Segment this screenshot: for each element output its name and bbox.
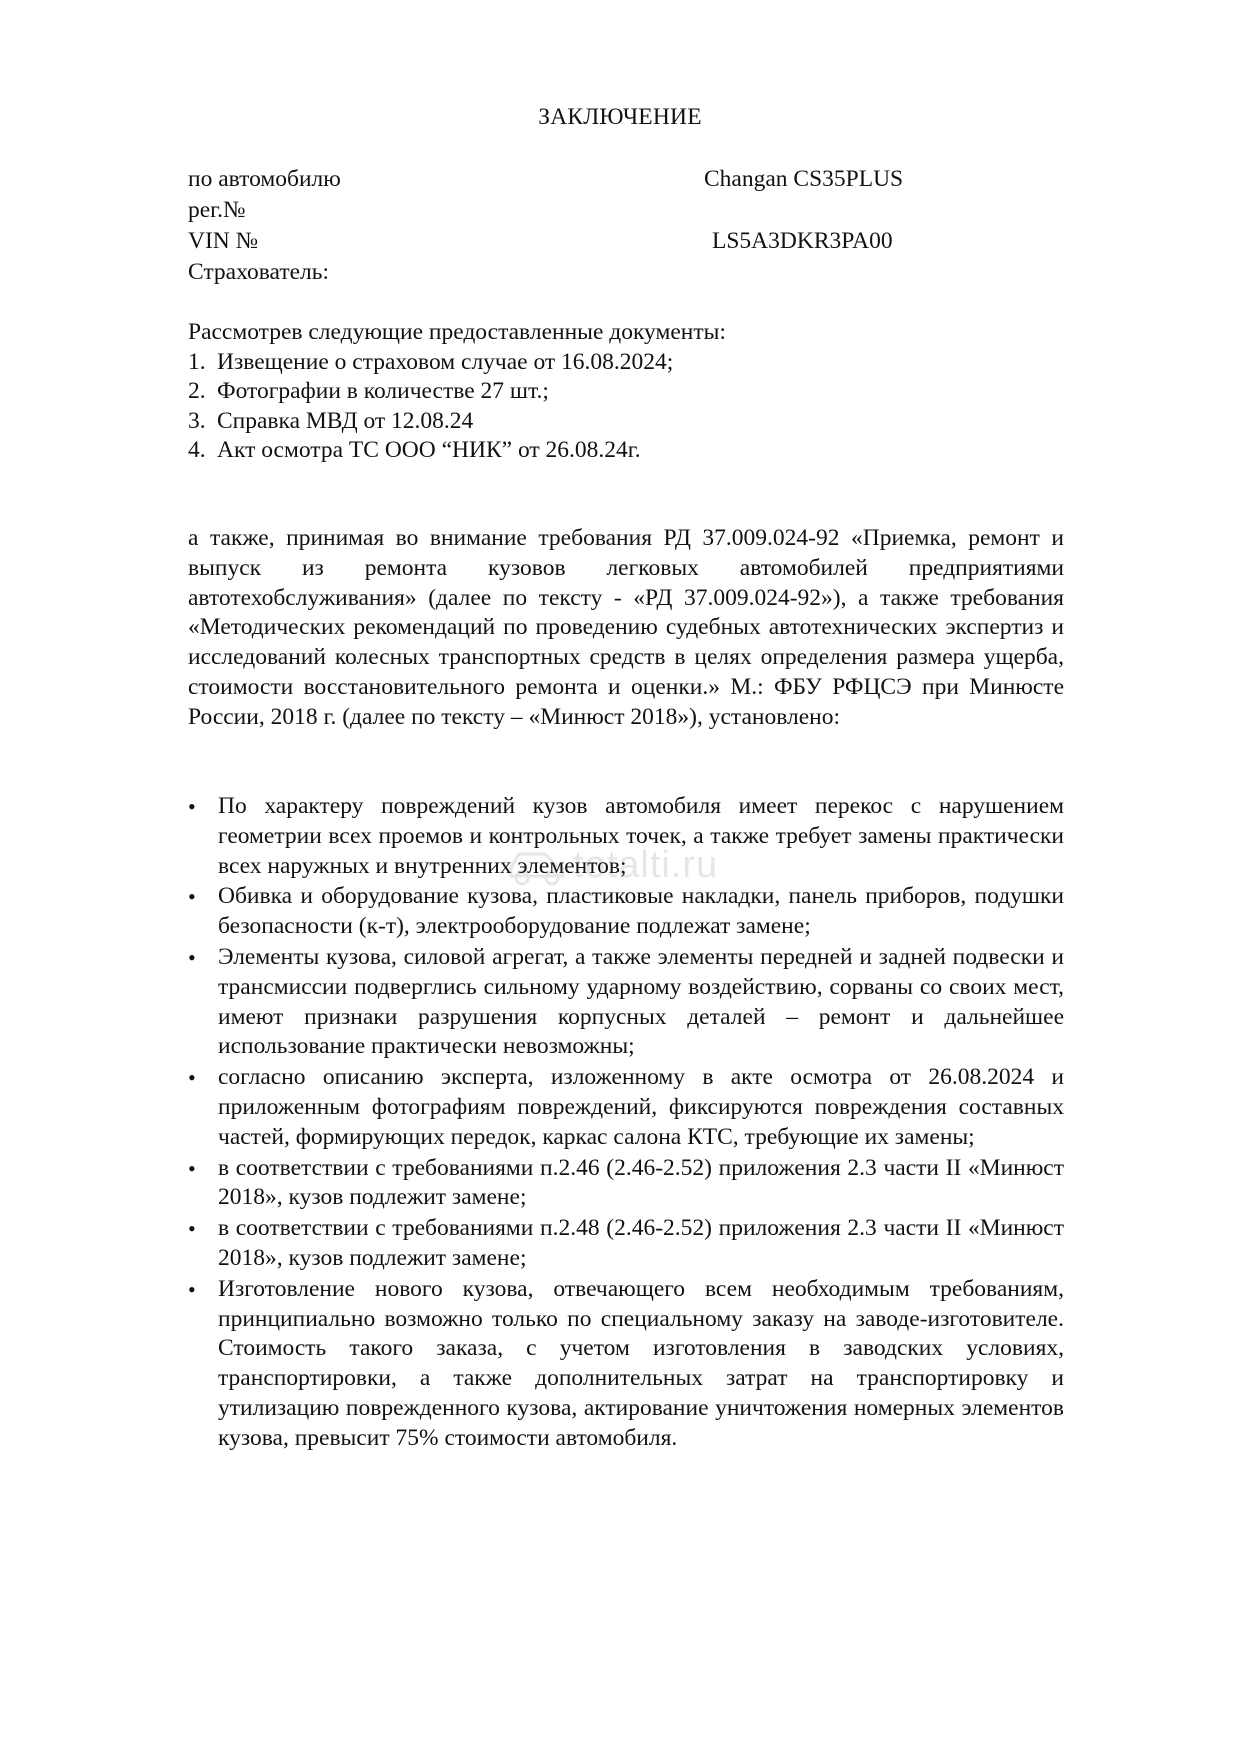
document-item [188, 377, 1068, 407]
bullet-icon: • [188, 944, 196, 970]
document-item [188, 436, 1068, 466]
finding-item [188, 1214, 1064, 1274]
finding-text: согласно описанию эксперта, изложенному в акте осмотра от 26.08.2024 и приложенным фотографиям повреждений, фиксируются повреждения составных частей, формирующих передок, каркас салона КТС, требующие их замены; [218, 1064, 1064, 1150]
finding-text: Изготовление нового кузова, отвечающего всем необходимым требованиям, принципиально возможно только по специальному заказу на заводе-изготовителе. Стоимость такого заказа, с учетом изготовления в заводских условиях, транспортировки, а также дополнительных затрат на транспортировку и утилизацию поврежденного кузова, актирование уничтожения номерных элементов кузова, превысит 75% стоимости автомобиля. [218, 1275, 1064, 1451]
finding-text: Обивка и оборудование кузова, пластиковые накладки, панель приборов, подушки безопасности (к-т), электрооборудование подлежат замене; [218, 883, 1064, 940]
finding-item [188, 1063, 1064, 1152]
main-paragraph: а также, принимая во внимание требования РД 37.009.024-92 «Приемка, ремонт и выпуск из ремонта кузовов легковых автомобилей предприятиями автотехобслуживания» (далее по тексту - «РД 37.009.024-92»), а также требования «Методических рекомендаций по проведению судебных автотехнических экспертиз и исследований колесных транспортных средств в целях определения размера ущерба, стоимости восстановительного ремонта и оценки.» М.: ФБУ РФЦСЭ при Минюсте России, 2018 г. (далее по тексту – «Минюст 2018»), установлено: [188, 525, 1064, 730]
documents-section [188, 318, 1068, 466]
document-text: Фотографии в количестве 27 шт.; [217, 378, 549, 404]
bullet-icon: • [188, 794, 196, 819]
reg-label: рег.№ [188, 197, 246, 223]
watermark-text: totalti.ru [573, 844, 719, 886]
vehicle-info [188, 164, 1088, 288]
document-item [188, 407, 1068, 437]
bullet-icon: • [188, 1155, 196, 1181]
finding-item [188, 1154, 1064, 1214]
finding-text: По характеру повреждений кузов автомобиля имеет перекос с нарушением геометрии всех проемов и контрольных точек, а также требует замены практически всех наружных и внутренних элементов; [218, 793, 1064, 879]
insured-label: Страхователь: [188, 259, 329, 285]
findings-list [188, 792, 1064, 1455]
bullet-icon: • [188, 1276, 196, 1302]
documents-intro: Рассмотрев следующие предоставленные документы: [188, 319, 726, 345]
vin-label: VIN № [188, 228, 259, 254]
document-text: Акт осмотра ТС ООО “НИК” от 26.08.24г. [217, 437, 641, 463]
vin-row [188, 226, 1088, 257]
car-label: по автомобилю [188, 166, 341, 192]
document-number: 1. [188, 348, 206, 375]
finding-text: в соответствии с требованиями п.2.46 (2.46-2.52) приложения 2.3 части II «Минюст 2018», кузов подлежит замене; [218, 1154, 1064, 1211]
document-number: 4. [188, 437, 206, 463]
finding-text: в соответствии с требованиями п.2.48 (2.46-2.52) приложения 2.3 части II «Минюст 2018», кузов подлежит замене; [218, 1215, 1064, 1271]
finding-item [188, 943, 1064, 1062]
finding-item [188, 882, 1064, 942]
finding-item [188, 1275, 1064, 1454]
finding-item [188, 792, 1064, 881]
car-row [188, 164, 1088, 195]
insured-row [188, 257, 1088, 288]
bullet-icon: • [188, 1065, 196, 1091]
bullet-icon: • [188, 884, 196, 910]
finding-text: Элементы кузова, силовой агрегат, а также элементы передней и задней подвески и трансмиссии подверглись сильному ударному воздействию, сорваны со своих мест, имеют признаки разрушения корпусных деталей – ремонт и дальнейшее использование практически невозможны; [218, 943, 1064, 1060]
document-item [188, 348, 1068, 378]
bullet-icon: • [188, 1216, 196, 1242]
document-number: 3. [188, 407, 206, 434]
car-value: Changan CS35PLUS [704, 166, 904, 192]
document-text: Справка МВД от 12.08.24 [217, 407, 474, 434]
document-number: 2. [188, 378, 206, 404]
vin-value: LS5A3DKR3PA00 [712, 228, 893, 254]
document-title: ЗАКЛЮЧЕНИЕ [538, 104, 702, 130]
document-text: Извещение о страховом случае от 16.08.2024; [217, 348, 674, 375]
reg-row [188, 195, 1088, 226]
